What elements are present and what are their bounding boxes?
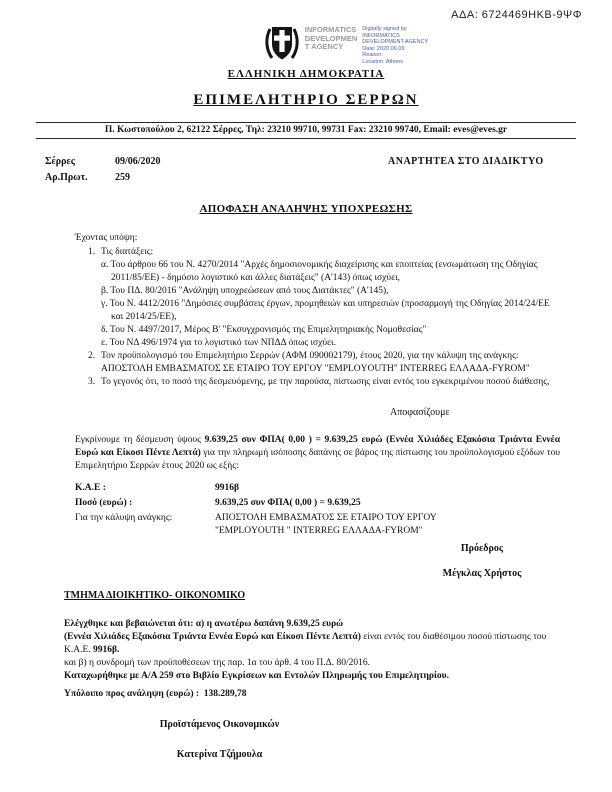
department-section	[0, 579, 612, 701]
posting-notice: ΑΝΑΡΤΗΤΕΑ ΣΤΟ ΔΙΑΔΙΚΤΥΟ	[388, 156, 544, 167]
verification-paragraph	[64, 618, 560, 657]
stamp-detail-line: DEVELOPMENT AGENCY	[362, 39, 429, 45]
kae-row	[75, 482, 560, 495]
consideration-item-3-text: Το γεγονός ότι, το ποσό της δεσμευόμενης, με την παρούσα, πίστωσης είναι εντός του εγκεκριμένου ποσού διάθεσης,	[101, 377, 550, 387]
stamp-signature-details	[362, 26, 428, 65]
ada-number: ΑΔΑ: 6724469ΗΚΒ-9ΨΦ	[451, 9, 582, 21]
consideration-item-2-project: ΑΠΟΣΤΟΛΗ ΕΜΒΑΣΜΑΤΟΣ ΣΕ ΕΤΑΙΡΟ ΤΟΥ ΕΡΓΟΥ "EMPLOYOUTH" INTERREG ΕΛΛΑΔΑ-FYROM"	[101, 364, 530, 374]
header-divider-bottom	[36, 138, 576, 139]
stamp-agency-name	[305, 26, 358, 65]
amount-label: Ποσό (ευρώ) :	[75, 498, 133, 508]
stamp-detail-line: INFORMATICS	[362, 32, 400, 39]
greek-emblem-icon	[264, 22, 300, 64]
stamp-agency-line: INFORMATICS	[304, 25, 357, 34]
contact-line: Π. Κωστοπούλου 2, 62122 Σέρρες, Τηλ: 23210 99710, 99731 Fax: 23210 99740, Email: eves@eves.gr	[104, 125, 508, 135]
kae-value: 9916β	[215, 483, 240, 493]
verification-amount-words: (Εννέα Χιλιάδες Εξακόσια Τριάντα Εννέα Ευρώ και Είκοσι Πέντε Λεπτά)	[64, 632, 361, 642]
consideration-item-1-text: Τις διατάξεις:	[101, 247, 154, 257]
purpose-value-line-2: "EMPLOYOUTH " INTERREG ΕΛΛΑΔΑ-FYROM"	[215, 526, 423, 536]
balance-value: 138.289,78	[203, 689, 247, 699]
verification-kae: 9916β.	[93, 645, 120, 655]
approval-text-lead: Εγκρίνουμε τη δέσμευση ύψους	[75, 435, 205, 445]
protocol-number: 259	[115, 172, 130, 183]
consideration-item-2	[88, 350, 560, 376]
stamp-detail-line: Location: Athens	[362, 58, 403, 65]
date-value: 09/06/2020	[115, 156, 161, 167]
consideration-item-1c: γ. Του Ν. 4412/2016 "Δημόσιες συμβάσεις έργων, προμηθειών και υπηρεσιών (προσαρμογή της Οδηγίας 2014/24/ΕΕ και 2014/25/ΕΕ),	[101, 299, 550, 322]
digital-signature-stamp	[305, 22, 428, 65]
stamp-detail-line: Date: 2020.06.09	[362, 45, 405, 52]
balance-label: Υπόλοιπο προς ανάληψη (ευρώ) :	[64, 689, 200, 699]
purpose-label: Για την κάλυψη ανάγκης:	[75, 513, 173, 523]
registration-line: Καταχωρήθηκε με Α/Α 259 στο Βιβλίο Εγκρίσεων και Εντολών Πληρωμής του Επιμελητηρίου.	[64, 671, 449, 681]
meta-protocol-row	[45, 172, 567, 183]
verification-bold-lead: Ελέγχθηκε και βεβαιώνεται ότι: α) η ανωτέρω δαπάνη 9.639,25 ευρώ	[64, 619, 344, 629]
amount-value: 9.639,25 συν ΦΠΑ( 0,00 ) = 9.639,25	[215, 498, 361, 508]
consideration-item-1e: ε. Του ΝΔ 496/1974 για το λογιστικό των ΝΠΔΔ όπως ισχύει.	[101, 338, 336, 348]
balance-line	[64, 688, 560, 701]
considerations-intro: Έχοντας υπόψη:	[75, 233, 138, 243]
stamp-detail-line: Reason:	[362, 52, 383, 58]
republic-heading: ΕΛΛΗΝΙΚΗ ΔΗΜΟΚΡΑΤΙΑ	[227, 68, 385, 80]
approval-text-tail: για την πληρωμή ισόποσης δαπάνης σε βάρος της πίστωσης του προϋπολογισμού εξόδων του Επιμελητήριο Σερρών έτους 2020 ως εξής:	[75, 448, 560, 471]
stamp-agency-line: T AGENCY	[304, 42, 344, 51]
kae-label: Κ.Α.Ε :	[75, 483, 106, 493]
stamp-agency-line: DEVELOPMEN	[304, 33, 358, 43]
document-body	[0, 215, 612, 538]
decision-heading: Αποφασίζουμε	[390, 407, 450, 418]
approval-amount-words: (Εννέα Χιλιάδες Εξακόσια Τριάντα Εννέα Ευρώ και Είκοσι Πέντε Λεπτά)	[75, 435, 560, 458]
considerations-list	[88, 246, 560, 389]
president-role: Πρόεδρος	[460, 543, 504, 554]
stamp-detail-line: Digitally signed by	[362, 26, 407, 32]
finance-signature-block	[112, 719, 327, 760]
consideration-item-3	[88, 376, 560, 389]
consideration-item-1b: β. Του ΠΔ. 80/2016 "Ανάληψη υποχρεώσεων από τους Διατάκτες" (Α'145),	[101, 286, 389, 296]
decision-title: ΑΠΟΦΑΣΗ ΑΝΑΛΗΨΗΣ ΥΠΟΧΡΕΩΣΗΣ	[199, 203, 413, 215]
purpose-value-line-1: ΑΠΟΣΤΟΛΗ ΕΜΒΑΣΜΑΤΟΣ ΣΕ ΕΤΑΙΡΟ ΤΟΥ ΕΡΓΟΥ	[215, 513, 437, 523]
purpose-row	[75, 512, 560, 538]
header-logo-row	[40, 22, 612, 66]
city-label: Σέρρες	[45, 156, 76, 167]
purpose-value	[215, 512, 560, 538]
item-number: 2.	[88, 351, 96, 361]
consideration-item-1d: δ. Του Ν. 4497/2017, Μέρος Β' "Εκσυγχρονισμός της Επιμελητηριακής Νομοθεσίας"	[101, 325, 427, 335]
president-signature-block	[392, 543, 572, 579]
allocation-table	[75, 482, 560, 538]
finance-name: Κατερίνα Τζήμουλα	[176, 749, 263, 760]
item-number: 3.	[88, 377, 96, 387]
president-name: Μέγκλας Χρήστος	[442, 568, 522, 579]
document-meta	[45, 156, 567, 183]
amount-row	[75, 497, 560, 510]
approval-paragraph	[75, 434, 560, 473]
finance-role: Προϊστάμενος Οικονομικών	[159, 719, 280, 730]
consideration-item-1a: α. Του άρθρου 66 του Ν. 4270/2014 "Αρχές δημοσιονομικής διαχείρισης και εποπτείας (ενσωμάτωση της Οδηγίας 2011/85/ΕΕ) - δημόσιο λογιστικό και άλλες διατάξεις" (Α'143) όπως ισχύει,	[101, 260, 538, 283]
verification-normal-text: είναι εντός του διαθέσιμου ποσού πίστωσης του Κ.Α.Ε.	[64, 632, 547, 655]
organization-name: ΕΠΙΜΕΛΗΤΗΡΙΟ ΣΕΡΡΩΝ	[193, 92, 419, 108]
consideration-item-2-text: Τον προϋπολογισμό του Επιμελητήριο Σερρών (ΑΦΜ 090002179), έτους 2020, για την κάλυψη της ανάγκης:	[101, 351, 519, 361]
consideration-item-1	[88, 246, 560, 350]
item-number: 1.	[88, 247, 96, 257]
protocol-label: Αρ.Πρωτ.	[45, 172, 88, 183]
verification-line-b: και β) η συνδρομή των προϋποθέσεων της παρ. 1α του άρθ. 4 του Π.Δ. 80/2016.	[64, 658, 371, 668]
approval-amount: 9.639,25 συν ΦΠΑ( 0,00 ) = 9.639,25 ευρώ	[204, 435, 383, 445]
department-heading: ΤΜΗΜΑ ΔΙΟΙΚΗΤΙΚΟ- ΟΙΚΟΝΟΜΙΚΟ	[64, 590, 246, 601]
